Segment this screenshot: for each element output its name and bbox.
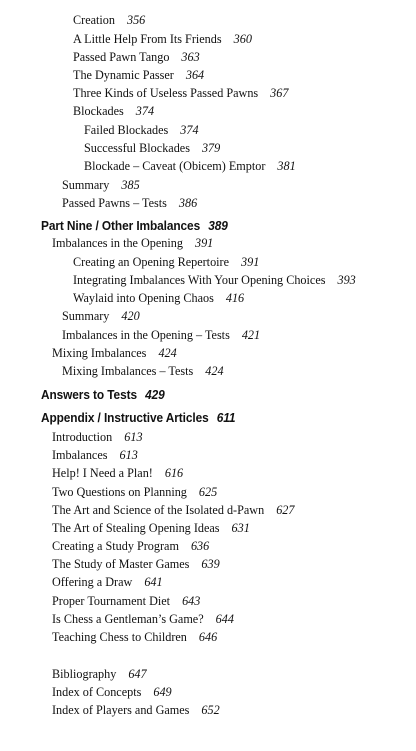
entry-title: Three Kinds of Useless Passed Pawns [73,86,259,100]
entry-title: Introduction [52,430,113,444]
heading-title: Appendix / Instructive Articles [41,410,209,425]
entry-page: 639 [201,557,220,571]
entry-title: Mixing Imbalances [52,346,147,360]
entry-title: Summary [62,178,110,192]
toc-entry [52,429,143,445]
toc-entry [52,447,138,463]
entry-page: 421 [241,328,261,342]
entry-title: The Art and Science of the Isolated d-Pawn [52,503,265,517]
toc-entry [52,666,147,682]
entry-page: 644 [215,612,234,626]
entry-page: 374 [180,123,199,137]
entry-title: Creating a Study Program [52,539,179,553]
toc-entry [52,556,220,572]
entry-page: 381 [277,159,296,173]
toc-entry [73,272,356,288]
entry-title: Blockade – Caveat (Obicem) Emptor [84,159,266,173]
entry-title: Offering a Draw [52,575,133,589]
entry-page: 613 [124,430,143,444]
toc-entry [52,502,294,518]
entry-title: Proper Tournament Diet [52,594,171,608]
toc-entry [73,103,154,119]
toc-entry [62,363,224,379]
entry-title: Index of Concepts [52,685,142,699]
toc-entry [73,290,244,306]
entry-title: Help! I Need a Plan! [52,466,153,480]
entry-page: 643 [182,594,201,608]
toc-entry [52,684,172,700]
heading-title: Answers to Tests [41,387,137,402]
entry-page: 360 [233,32,252,46]
part-heading [41,409,235,426]
entry-page: 363 [181,50,200,64]
toc-entry [73,12,145,28]
toc-entry [52,593,200,609]
entry-title: Teaching Chess to Children [52,630,187,644]
entry-page: 364 [185,68,205,82]
toc-entry [62,177,140,193]
entry-page: 374 [135,104,155,118]
entry-title: Successful Blockades [84,141,190,155]
toc-entry [84,122,199,138]
toc-entry [52,538,209,554]
toc-entry [62,327,260,343]
entry-title: Imbalances in the Opening – Tests [62,328,230,342]
toc-entry [73,49,200,65]
entry-title: Creation [73,13,115,27]
toc-entry [52,520,250,536]
toc-entry [73,85,288,101]
entry-page: 627 [276,503,295,517]
entry-page: 616 [164,466,184,480]
entry-title: Passed Pawns – Tests [62,196,167,210]
entry-page: 625 [198,485,218,499]
entry-title: Integrating Imbalances With Your Opening Choices [73,273,326,287]
entry-title: Mixing Imbalances – Tests [62,364,194,378]
entry-page: 416 [225,291,245,305]
entry-title: The Dynamic Passer [73,68,174,82]
entry-title: Imbalances in the Opening [52,236,183,250]
entry-title: Imbalances [52,448,108,462]
entry-title: A Little Help From Its Friends [73,32,222,46]
entry-page: 386 [178,196,198,210]
entry-title: Bibliography [52,667,117,681]
toc-entry [73,67,204,83]
entry-page: 391 [194,236,214,250]
entry-page: 379 [201,141,221,155]
entry-title: Creating an Opening Repertoire [73,255,230,269]
entry-title: Waylaid into Opening Chaos [73,291,214,305]
toc-entry [62,195,197,211]
entry-page: 420 [121,309,140,323]
entry-page: 367 [270,86,289,100]
entry-page: 391 [241,255,260,269]
heading-title: Part Nine / Other Imbalances [41,218,201,233]
heading-page: 429 [145,387,165,402]
entry-title: Blockades [73,104,124,118]
entry-title: Index of Players and Games [52,703,190,717]
entry-page: 424 [205,364,224,378]
entry-page: 356 [126,13,146,27]
toc-entry [52,629,217,645]
entry-page: 647 [128,667,147,681]
part-heading [41,386,165,403]
entry-title: Two Questions on Planning [52,485,187,499]
entry-page: 641 [144,575,163,589]
entry-page: 646 [198,630,218,644]
heading-page: 611 [216,410,236,425]
entry-page: 385 [121,178,140,192]
entry-page: 424 [158,346,177,360]
entry-page: 636 [190,539,210,553]
entry-title: The Art of Stealing Opening Ideas [52,521,220,535]
entry-title: Summary [62,309,110,323]
toc-entry [84,140,220,156]
part-heading [41,217,228,234]
toc-entry [52,574,163,590]
entry-page: 649 [153,685,172,699]
entry-title: The Study of Master Games [52,557,190,571]
entry-title: Passed Pawn Tango [73,50,170,64]
entry-page: 652 [201,703,220,717]
toc-entry [62,308,140,324]
heading-page: 389 [208,218,228,233]
toc-entry [52,465,183,481]
toc-entry [73,31,252,47]
toc-entry [52,235,213,251]
toc-entry [52,484,217,500]
entry-title: Is Chess a Gentleman’s Game? [52,612,204,626]
toc-entry [84,158,296,174]
toc-entry [73,254,259,270]
toc-entry [52,611,234,627]
toc-entry [52,345,177,361]
entry-page: 631 [231,521,250,535]
entry-title: Failed Blockades [84,123,169,137]
entry-page: 613 [119,448,138,462]
toc-entry [52,702,220,718]
entry-page: 393 [337,273,356,287]
